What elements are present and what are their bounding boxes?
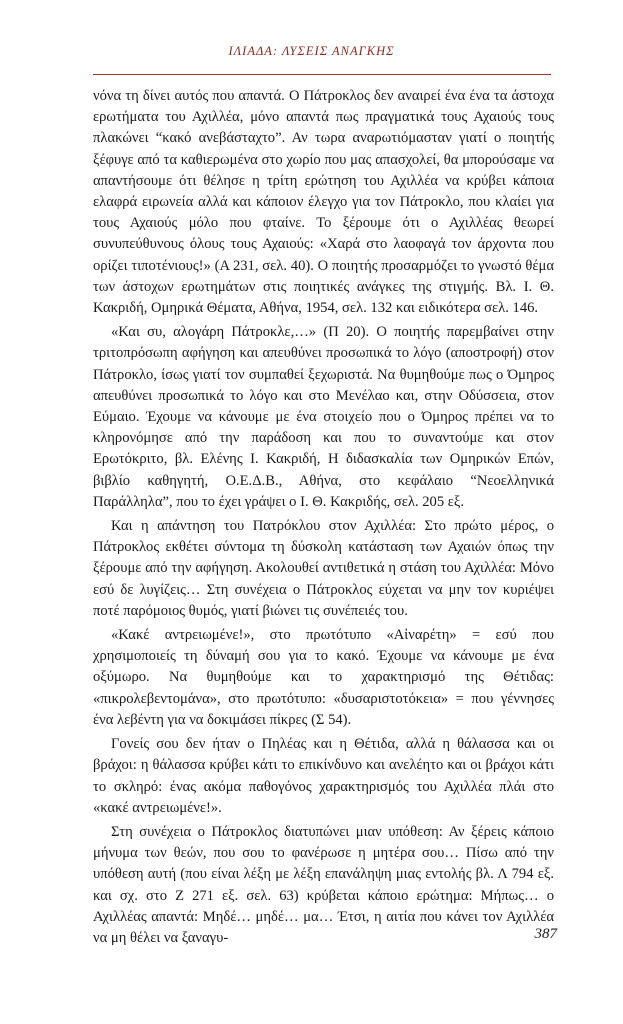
paragraph-6: Στη συνέχεια ο Πάτροκλος διατυπώνει μιαν υπόθεση: Αν ξέρεις κάποιο μήνυμα των θεών, που σου το φανέρωσε η μητέρα σου… Πίσω από την υπόθεση αυτή (που είναι λέξη με λέξη επανάληψη μιας εντολής βλ. Λ 794 εξ. και σχ. στο Ζ 271 εξ. σελ. 63) κρύβεται κάποιο ερώτημα: Μήπως… ο Αχιλλέας απαντά: Μηδέ… μηδέ… μα… Έτσι, η αιτία που κάνει τον Αχιλλέα να μη θέλει να ξαναγυ- (93, 823, 554, 946)
paragraph-5: Γονείς σου δεν ήταν ο Πηλέας και η Θέτιδα, αλλά η θάλασσα και οι βράχοι: η θάλασσα κρύβει κάτι το επικίνδυνο και ανελέητο και οι βράχοι κάτι το σκληρό: ένας ακόμα παθογόνος χαρακτηρισμός του Αχιλλέα πλάι στο «κακέ αντρειωμένε!». (93, 736, 554, 816)
paragraph-3: Και η απάντηση του Πατρόκλου στον Αχιλλέα: Στο πρώτο μέρος, ο Πάτροκλος εκθέτει σύντομα τη δύσκολη κατάσταση των Αχαιών όπως την ξέρουμε από την αφήγηση. Ακολουθεί αντιθετικά η στάση του Αχιλλέα: Μόνο εσύ δε λυγίζεις… Στη συνέχεια ο Πάτροκλος εύχεται να μην τον κυριέψει ποτέ παρόμοιος θυμός, γιατί βιώνει τις συνέπειές του. (93, 518, 554, 619)
body-text (93, 86, 554, 949)
running-title: ΙΛΙΑΔΑ: ΛΥΣΕΙΣ ΑΝΑΓΚΗΣ (228, 44, 395, 58)
paragraph-4: «Κακέ αντρειωμένε!», στο πρωτότυπο «Αἰναρέτη» = εσύ που χρησιμοποιείς τη δύναμή σου για το κακό. Έχουμε να κάνουμε με ένα οξύμωρο. Να θυμηθούμε και το χαρακτηρισμό της Θέτιδας: «πικρολεβεντομάνα», στο πρωτότυπο: «δυσαριστοτόκεια» = που γέννησες ένα λεβέντη για να δοκιμάσει πίκρες (Σ 54). (93, 627, 554, 728)
page-number: 387 (534, 926, 557, 942)
paragraph-1: νόνα τη δίνει αυτός που απαντά. Ο Πάτροκλος δεν αναιρεί ένα ένα τα άστοχα ερωτήματα του Αχιλλέα, μόνο απαντά πως πραγματικά τους Αχαιούς τους πλακώνει “κακό ανεβάσταχτο”. Αν τωρα αναρωτιόμασταν γιατί ο ποιητής ξέφυγε από τα καθιερωμένα στο χωρίο που μας απασχολεί, θα μπορούσαμε να απαντήσουμε ότι θέλησε η τρίτη ερώτηση του Αχιλλέα να κρύβει κάποια ελαφρά ειρωνεία αλλά και κάποιον έλεγχο για τον Πάτροκλο, που κλαίει για τους Αχαιούς μόλο που φταίνε. Το ξέρουμε ότι ο Αχιλλέας θεωρεί συνυπεύθυνους όλους τους Αχαιούς: «Χαρά στο λαοφαγά τον άρχοντα που ορίζει τιποτένιους!» (Α 231, σελ. 40). Ο ποιητής προσαρμόζει το γνωστό θέμα των άστοχων ερωτημάτων στις ποιητικές ανάγκες της στιγμής. Βλ. Ι. Θ. Κακριδή, Ομηρικά Θέματα, Αθήνα, 1954, σελ. 132 και ειδικότερα σελ. 146. (93, 88, 554, 317)
paragraph-2: «Και συ, αλογάρη Πάτροκλε,…» (Π 20). Ο ποιητής παρεμβαίνει στην τριτοπρόσωπη αφήγηση και απευθύνει προσωπικά το λόγο (αποστροφή) στον Πάτροκλο, ίσως γιατί τον συμπαθεί ξεχωριστά. Να θυμηθούμε πως ο Όμηρος απευθύνει προσωπικά το λόγο και στο Μενέλαο και, στην Οδύσσεια, στον Εύμαιο. Έχουμε να κάνουμε με ένα στοιχείο που ο Όμηρος πρέπει να το κληρονόμησε από την παράδοση και που το συναντούμε και στον Ερωτόκριτο, βλ. Ελένης Ι. Κακριδή, Η διδασκαλία των Ομηρικών Επών, βιβλίο καθηγητή, Ο.Ε.Δ.Β., Αθήνα, στο κεφάλαιο “Νεοελληνικά Παράλληλα”, που το έχει γράψει ο Ι. Θ. Κακριδής, σελ. 205 εξ. (93, 324, 554, 510)
header-rule (93, 74, 551, 75)
